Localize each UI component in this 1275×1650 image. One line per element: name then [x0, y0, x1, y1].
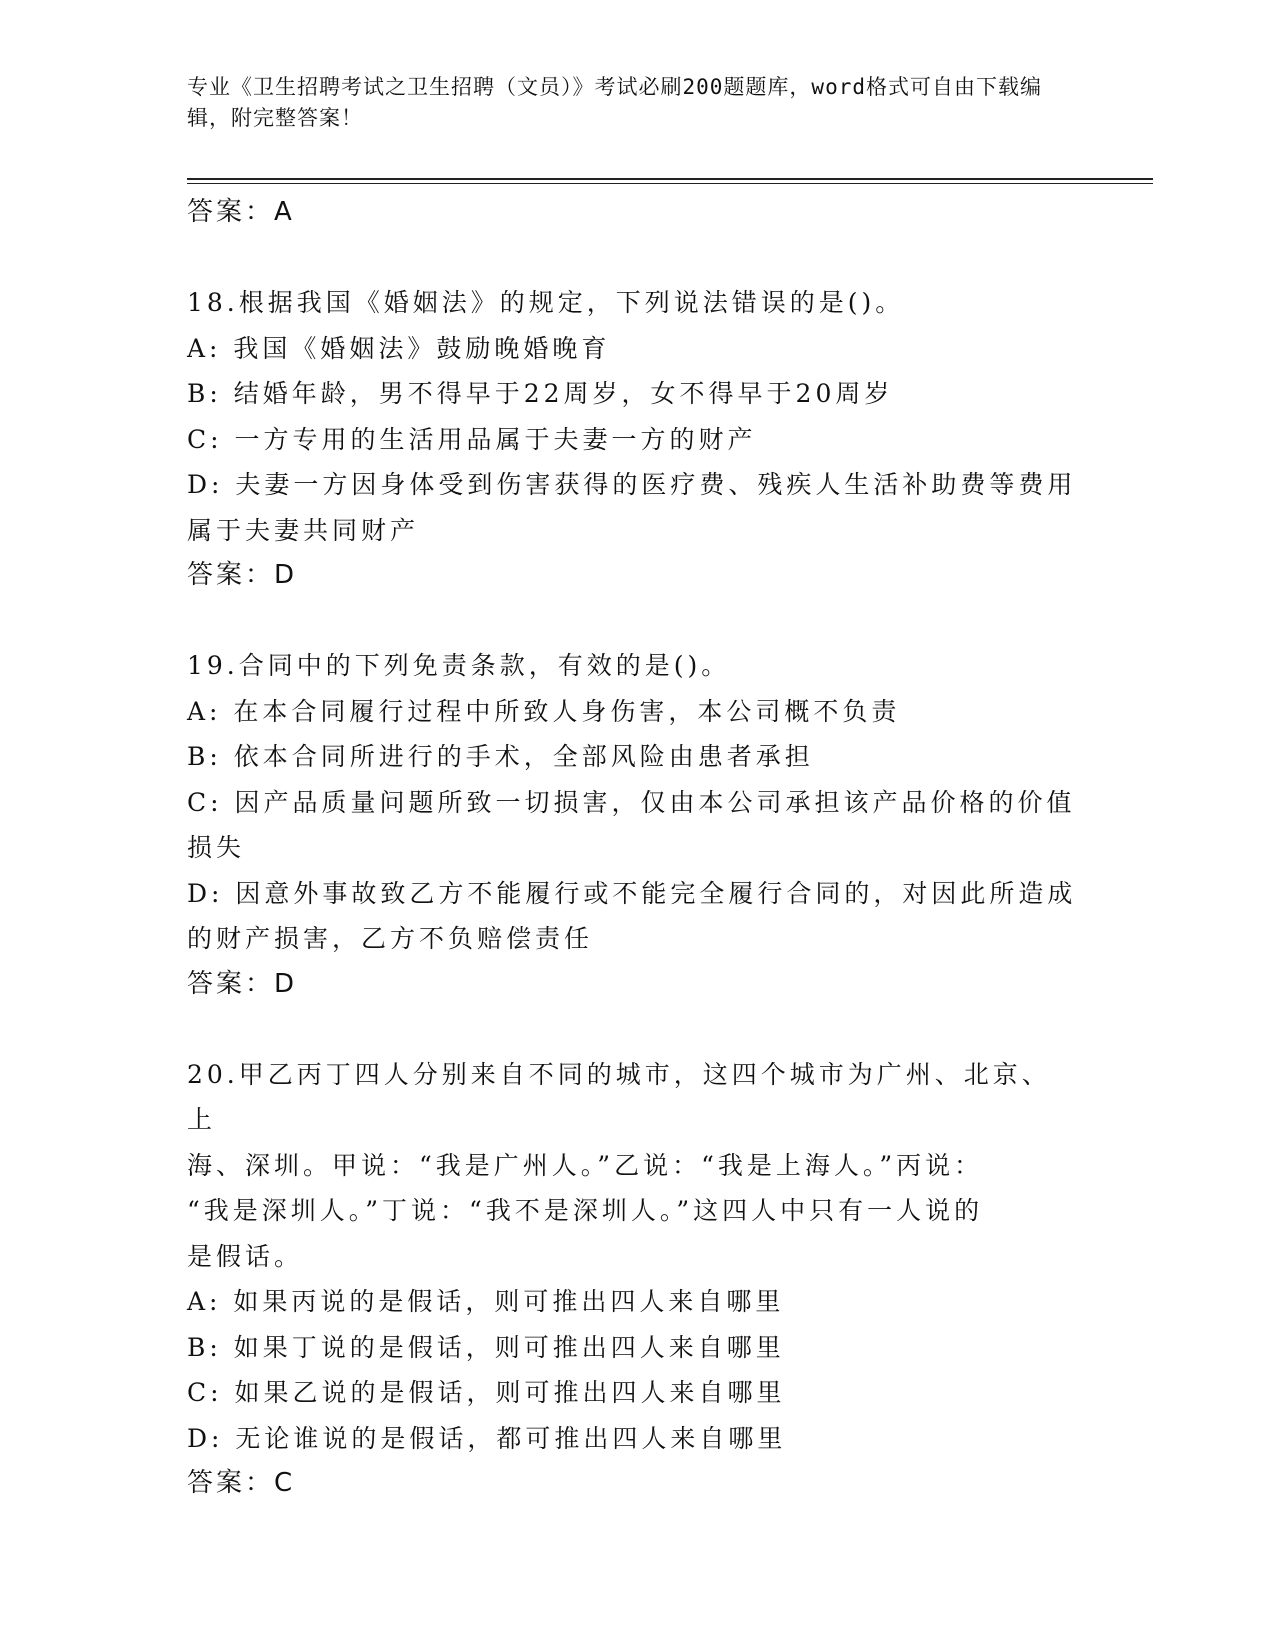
option-c: C: 一方专用的生活用品属于夫妻一方的财产 [187, 424, 757, 454]
question-list [187, 190, 1077, 1505]
answer: 答案：C [187, 1468, 296, 1498]
option-d: D: 夫妻一方因身体受到伤害获得的医疗费、残疾人生活补助费等费用 [187, 470, 1077, 499]
question-18 [187, 280, 1077, 597]
answer: 答案：D [187, 560, 298, 590]
spacer [187, 234, 1077, 280]
header-divider-thin [187, 183, 1153, 184]
option-b: B: 依本合同所进行的手术，全部风险由患者承担 [187, 742, 814, 771]
question-stem: 18.根据我国《婚姻法》的规定，下列说法错误的是()。 [187, 288, 905, 317]
option-a: A: 在本合同履行过程中所致人身伤害，本公司概不负责 [187, 696, 901, 726]
option-b: B: 结婚年龄，男不得早于22周岁，女不得早于20周岁 [187, 379, 894, 408]
option-a: A: 我国《婚姻法》鼓励晚婚晚育 [187, 333, 611, 363]
option-c: C: 如果乙说的是假话，则可推出四人来自哪里 [187, 1378, 786, 1407]
question-19 [187, 643, 1077, 1006]
question-20 [187, 1052, 1077, 1506]
option-b: B: 如果丁说的是假话，则可推出四人来自哪里 [187, 1332, 785, 1362]
header-divider-thick [187, 178, 1153, 180]
option-d: D: 因意外事故致乙方不能履行或不能完全履行合同的，对因此所造成 [187, 878, 1077, 908]
option-a: A: 如果丙说的是假话，则可推出四人来自哪里 [187, 1287, 785, 1316]
option-c: C: 因产品质量问题所致一切损害，仅由本公司承担该产品价格的价值 [187, 787, 1076, 817]
question-stem: 19.合同中的下列免责条款，有效的是()。 [187, 651, 731, 680]
option-d-continued: 的财产损害，乙方不负赔偿责任 [187, 924, 594, 953]
question-stem: 20.甲乙丙丁四人分别来自不同的城市，这四个城市为广州、北京、上 [187, 1059, 1051, 1134]
previous-answer: 答案：A [187, 197, 295, 227]
answer: 答案：D [187, 968, 298, 999]
spacer [187, 597, 1077, 643]
option-d: D: 无论谁说的是假话，都可推出四人来自哪里 [187, 1423, 787, 1453]
option-d-continued: 属于夫妻共同财产 [187, 515, 420, 545]
option-c-continued: 损失 [187, 833, 246, 862]
question-stem-continued: 海、深圳。甲说：“我是广州人。”乙说：“我是上海人。”丙说： [187, 1150, 984, 1180]
question-stem-continued: 是假话。 [187, 1241, 304, 1271]
spacer [187, 1006, 1077, 1052]
page-header: 专业《卫生招聘考试之卫生招聘（文员）》考试必刷200题题库，word格式可自由下载编辑，附完整答案！ [187, 75, 1042, 130]
question-stem-continued: “我是深圳人。”丁说：“我不是深圳人。”这四人中只有一人说的 [187, 1196, 984, 1225]
